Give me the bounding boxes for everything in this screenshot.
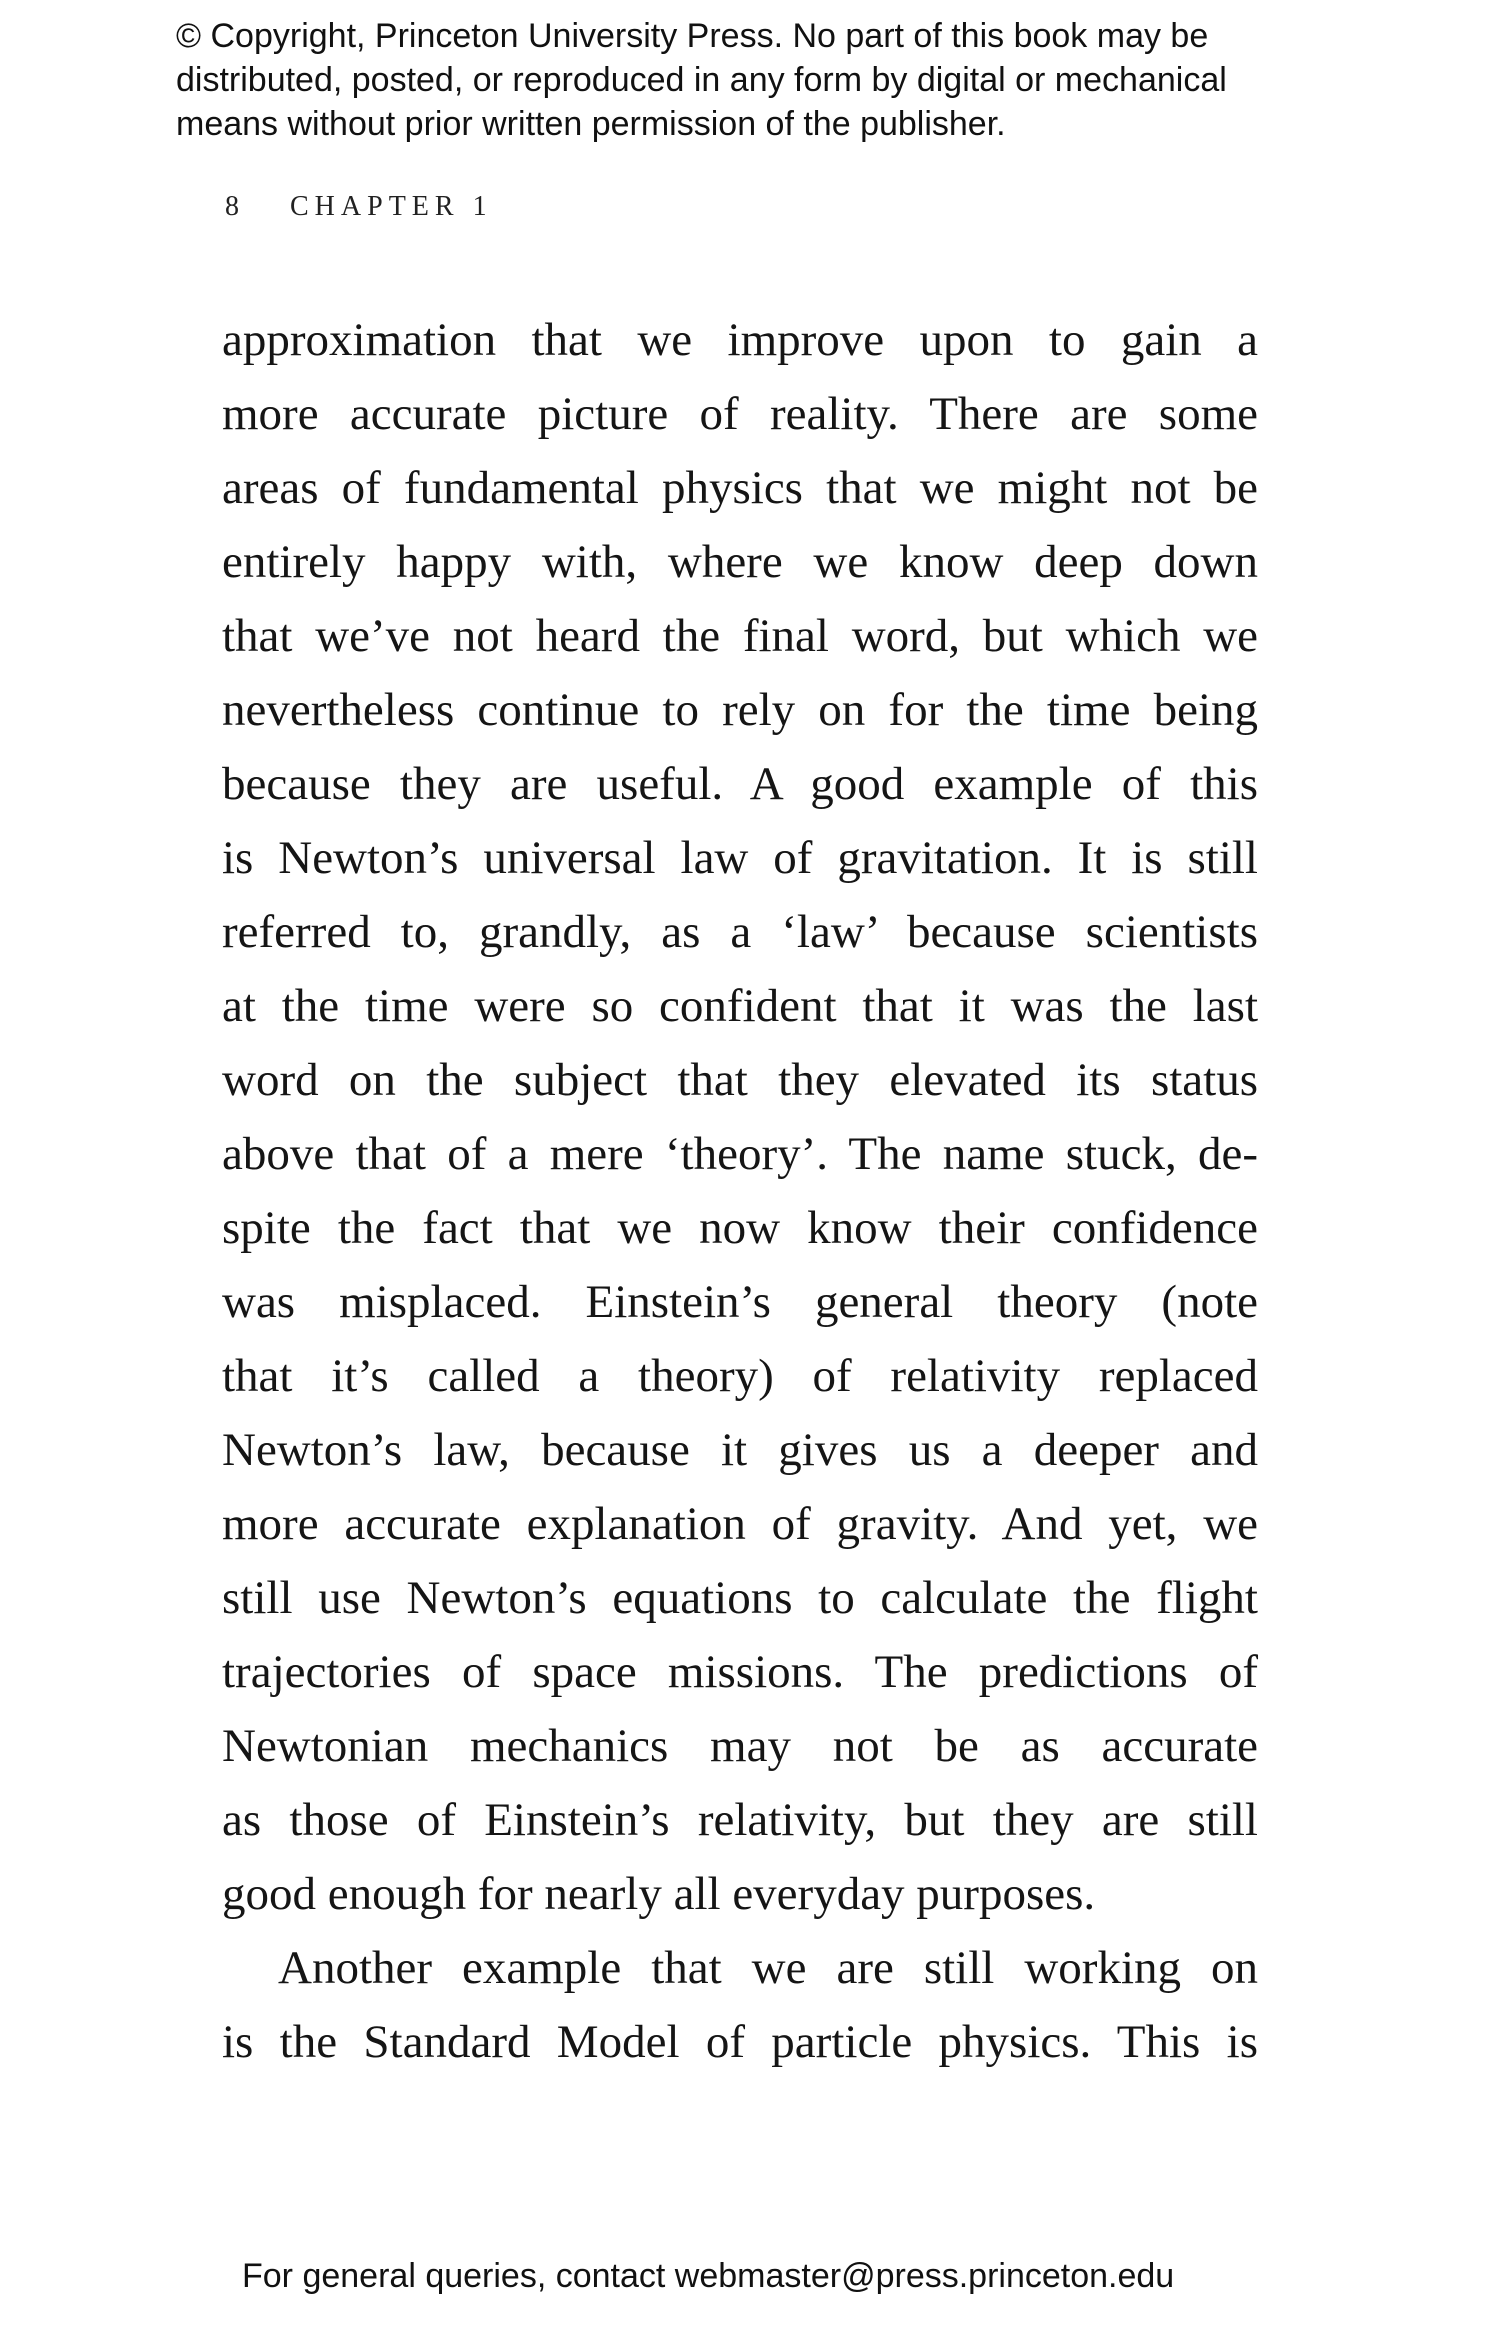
copyright-line: distributed, posted, or reproduced in any form by digital or mechanical <box>176 61 1227 99</box>
page-number: 8 <box>225 191 239 222</box>
text-line: word on the subject that they elevated its status <box>222 1054 1258 1106</box>
text-line: is the Standard Model of particle physics. This is <box>222 2016 1258 2068</box>
copyright-notice <box>176 14 1376 146</box>
text-line: referred to, grandly, as a ‘law’ because scientists <box>222 906 1258 958</box>
text-line: above that of a mere ‘theory’. The name stuck, de- <box>222 1128 1258 1180</box>
text-line: as those of Einstein’s relativity, but they are still <box>222 1794 1258 1846</box>
footer-contact: For general queries, contact webmaster@press.princeton.edu <box>242 2257 1175 2295</box>
text-line: because they are useful. A good example of this <box>222 758 1258 810</box>
chapter-title: CHAPTER 1 <box>290 191 493 222</box>
text-line: spite the fact that we now know their confidence <box>222 1202 1258 1254</box>
text-line: was misplaced. Einstein’s general theory (note <box>222 1276 1258 1328</box>
copyright-line: © Copyright, Princeton University Press. No part of this book may be <box>176 17 1209 55</box>
text-line: approximation that we improve upon to gain a <box>222 314 1258 366</box>
text-line: at the time were so confident that it was the last <box>222 980 1258 1032</box>
text-line: is Newton’s universal law of gravitation. It is still <box>222 832 1258 884</box>
text-line: trajectories of space missions. The predictions of <box>222 1646 1258 1698</box>
text-line: Newton’s law, because it gives us a deeper and <box>222 1424 1258 1476</box>
copyright-line: means without prior written permission of the publisher. <box>176 105 1006 143</box>
text-line: nevertheless continue to rely on for the time being <box>222 684 1258 736</box>
running-head <box>225 190 493 224</box>
text-line: more accurate picture of reality. There are some <box>222 388 1258 440</box>
text-line: that it’s called a theory) of relativity replaced <box>222 1350 1258 1402</box>
body-text <box>222 303 1258 2079</box>
paragraph-last-line: good enough for nearly all everyday purposes. <box>222 1868 1096 1920</box>
text-line: more accurate explanation of gravity. And yet, we <box>222 1498 1258 1550</box>
text-line: that we’ve not heard the final word, but which we <box>222 610 1258 662</box>
text-line: entirely happy with, where we know deep down <box>222 536 1258 588</box>
text-line: Newtonian mechanics may not be as accurate <box>222 1720 1258 1772</box>
paragraph-first-line: Another example that we are still working on <box>278 1942 1258 1994</box>
text-line: still use Newton’s equations to calculate the flight <box>222 1572 1258 1624</box>
text-line: areas of fundamental physics that we might not be <box>222 462 1258 514</box>
